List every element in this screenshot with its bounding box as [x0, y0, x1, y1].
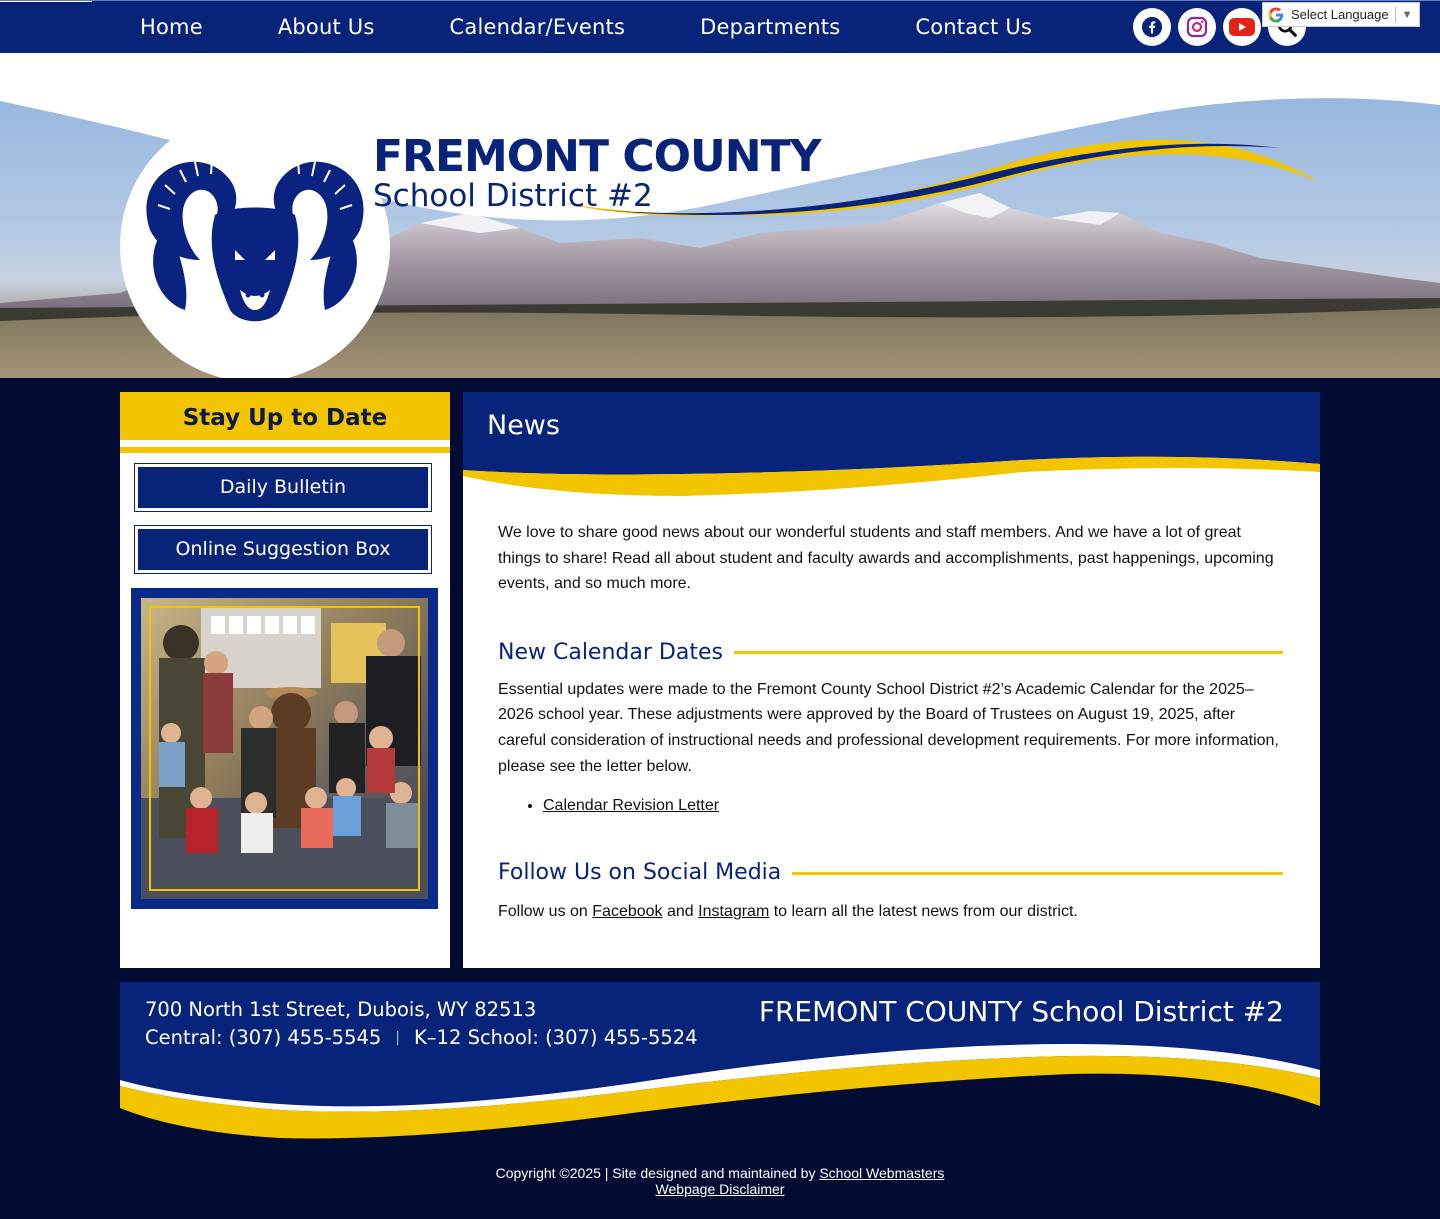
webpage-disclaimer-link[interactable]: Webpage Disclaimer [655, 1181, 785, 1197]
section-heading-social-text: Follow Us on Social Media [498, 860, 782, 886]
central-phone[interactable]: Central: (307) 455-5545 [145, 1026, 382, 1049]
online-suggestion-box-label: Online Suggestion Box [138, 529, 428, 570]
calendar-revision-letter-link[interactable]: Calendar Revision Letter [543, 797, 720, 815]
nav-home[interactable]: Home [140, 15, 203, 39]
facebook-link[interactable]: Facebook [592, 903, 663, 921]
disclaimer-line [0, 1181, 1440, 1197]
ram-logo[interactable] [120, 110, 390, 378]
top-navigation-bar [0, 0, 1440, 53]
daily-bulletin-label: Daily Bulletin [138, 467, 428, 508]
nav-about-us[interactable]: About Us [277, 15, 375, 39]
language-divider [1395, 7, 1396, 22]
sidebar-heading: Stay Up to Date [120, 392, 450, 447]
news-header [463, 392, 1320, 502]
copyright-text: Copyright ©2025 | Site designed and maintained by [495, 1165, 820, 1181]
footer-address: 700 North 1st Street, Dubois, WY 82513 [145, 998, 537, 1021]
nav-calendar-events[interactable]: Calendar/Events [449, 15, 626, 39]
social-text-post: to learn all the latest news from our district. [769, 903, 1078, 921]
phone-separator: | [395, 1030, 401, 1046]
list-item [543, 794, 1283, 818]
facebook-icon[interactable] [1133, 8, 1171, 46]
section-heading-calendar [498, 639, 1283, 667]
main-content [463, 392, 1320, 968]
calendar-links [543, 794, 1283, 818]
news-header-wave [463, 392, 1320, 502]
intro-paragraph: We love to share good news about our wonderful students and staff members. And we have a lot of great things to share! Read all about student and faculty awards and accomplishments, past happenings, upcoming events, and so much more. [498, 524, 1274, 593]
nav-contact-us[interactable]: Contact Us [915, 15, 1033, 39]
k12-phone[interactable]: K–12 School: (307) 455-5524 [414, 1026, 698, 1049]
language-select[interactable] [1262, 2, 1420, 27]
school-webmasters-link[interactable]: School Webmasters [819, 1165, 945, 1181]
instagram-icon[interactable] [1178, 8, 1216, 46]
social-paragraph [498, 899, 1283, 925]
site-footer [120, 982, 1320, 1142]
featured-photo-frame[interactable] [131, 588, 438, 909]
main-nav [102, 1, 1069, 54]
section-divider [734, 651, 1283, 654]
footer-phones [145, 1024, 698, 1054]
language-label: Select Language [1291, 7, 1389, 22]
google-icon [1267, 6, 1285, 24]
section-heading-social [498, 859, 1283, 887]
instagram-link[interactable]: Instagram [698, 903, 770, 921]
sidebar [120, 392, 450, 968]
calendar-paragraph: Essential updates were made to the Fremont County School District #2’s Academic Calendar for the 2025–2026 school year. These adjustments were approved by the Board of Trustees on August 19, 2025, after careful consideration of instructional needs and professional development requirements. For more information, please see the letter below. [498, 680, 1279, 775]
footer-district-name: FREMONT COUNTY School District #2 [758, 995, 1284, 1028]
online-suggestion-box-button[interactable] [134, 525, 432, 574]
dropdown-arrow-icon: ▼ [1401, 8, 1413, 21]
youtube-icon[interactable] [1223, 8, 1261, 46]
social-text-pre: Follow us on [498, 903, 593, 921]
site-subtitle[interactable]: School District #2 [373, 178, 653, 214]
daily-bulletin-button[interactable] [134, 463, 432, 512]
featured-photo [141, 598, 428, 899]
top-line [0, 1, 92, 2]
page-title: News [487, 410, 560, 441]
article-body [498, 520, 1283, 925]
copyright-line [0, 1165, 1440, 1181]
header-banner [0, 53, 1440, 378]
section-divider [792, 872, 1283, 875]
site-title[interactable]: FREMONT COUNTY [373, 131, 821, 182]
copyright-block [0, 1165, 1440, 1197]
social-text-mid: and [662, 903, 699, 921]
ram-mascot-icon [120, 110, 390, 378]
nav-departments[interactable]: Departments [700, 15, 841, 39]
section-heading-calendar-text: New Calendar Dates [498, 639, 723, 665]
photo-inner-border [149, 606, 420, 891]
